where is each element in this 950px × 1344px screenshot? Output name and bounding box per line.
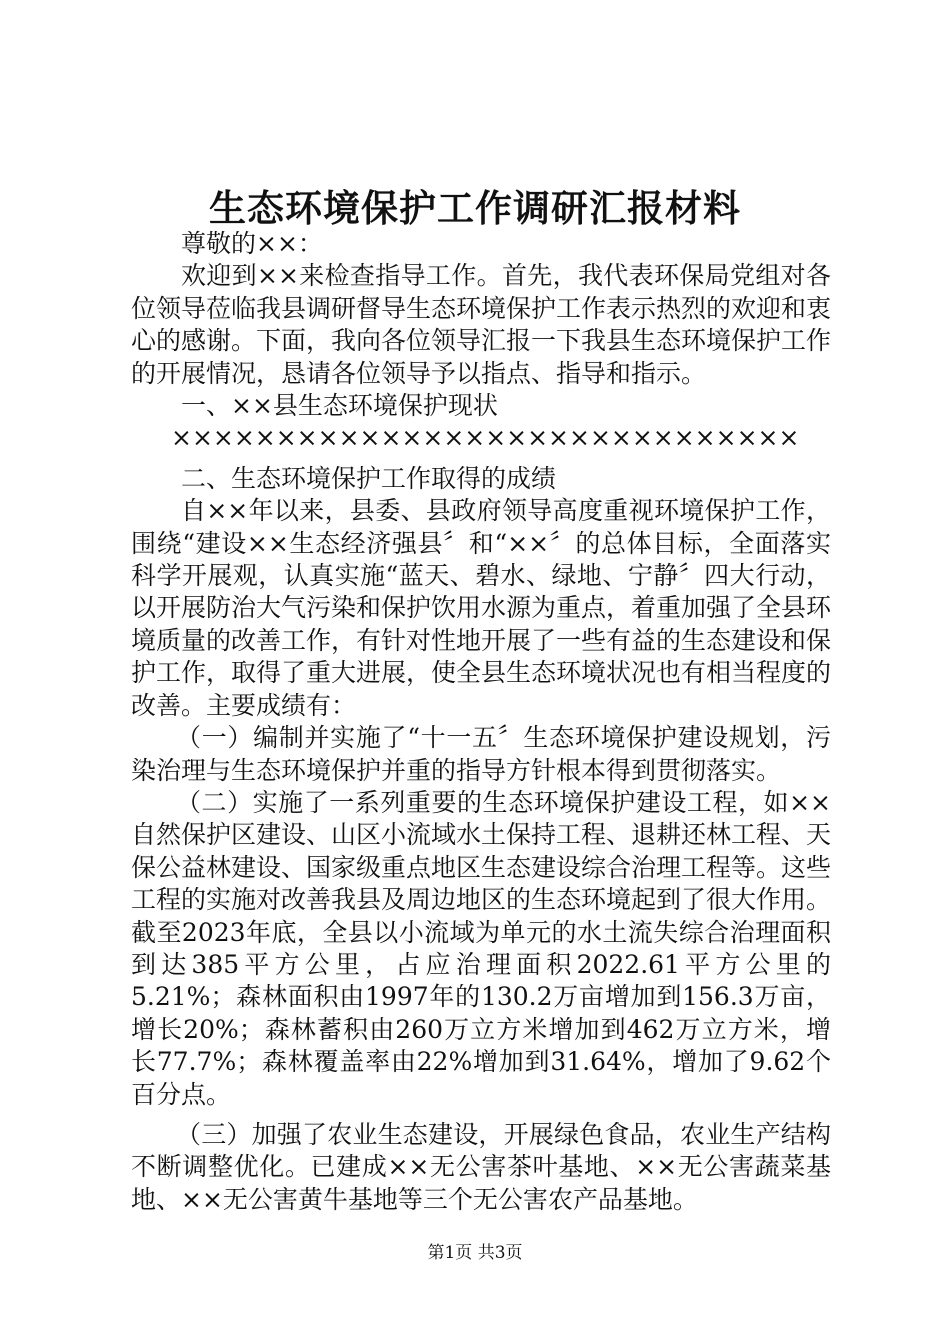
section-heading-2: 二、生态环境保护工作取得的成绩 [181,463,557,493]
document-body [131,228,831,1216]
achievements-paragraph: 自××年以来，县委、县政府领导高度重视环境保护工作，围绕“建设××生态经济强县〞和“××〞的总体目标，全面落实科学开展观，认真实施“蓝天、碧水、绿地、宁静〞四大行动，以开展防治大气污染和保护饮用水源为重点，着重加强了全县环境质量的改善工作，有针对性地开展了一些有益的生态建设和保护工作，取得了重大进展，使全县生态环境状况也有相当程度的改善。主要成绩有： [131,496,832,720]
page-number: 第1页 共3页 [427,1243,523,1263]
placeholder-paragraph: ×××××××××××××××××××××××××××××× [171,423,800,453]
intro-paragraph: 欢迎到××来检查指导工作。首先，我代表环保局党组对各位领导莅临我县调研督导生态环境保护工作表示热烈的欢迎和衷心的感谢。下面，我向各位领导汇报一下我县生态环境保护工作的开展情况，恳请各位领导予以指点、指导和指示。 [131,261,832,388]
achievement-item-1: （一）编制并实施了“十一五〞生态环境保护建设规划，污染治理与生态环境保护并重的指导方针根本得到贯彻落实。 [131,723,831,785]
achievement-item-3: （三）加强了农业生态建设，开展绿色食品，农业生产结构不断调整优化。已建成××无公害茶叶基地、××无公害蔬菜基地、××无公害黄牛基地等三个无公害农产品基地。 [131,1119,831,1214]
salutation: 尊敬的××： [181,229,323,258]
document-title: 生态环境保护工作调研汇报材料 [209,186,741,230]
section-heading-1: 一、××县生态环境保护现状 [181,391,498,421]
achievement-item-2: （二）实施了一系列重要的生态环境保护建设工程，如××自然保护区建设、山区小流域水土保持工程、退耕还林工程、天保公益林建设、国家级重点地区生态建设综合治理工程等。这些工程的实施对改善我县及周边地区的生态环境起到了很大作用。截至2023年底，全县以小流域为单元的水土流失综合治理面积到达385平方公里，占应治理面积2022.61平方公里的5.21%；森林面积由1997年的130.2万亩增加到156.3万亩，增长20%；森林蓄积由260万立方米增加到462万立方米，增长77.7%；森林覆盖率由22%增加到31.64%，增加了9.62个百分点。 [131,787,832,1109]
